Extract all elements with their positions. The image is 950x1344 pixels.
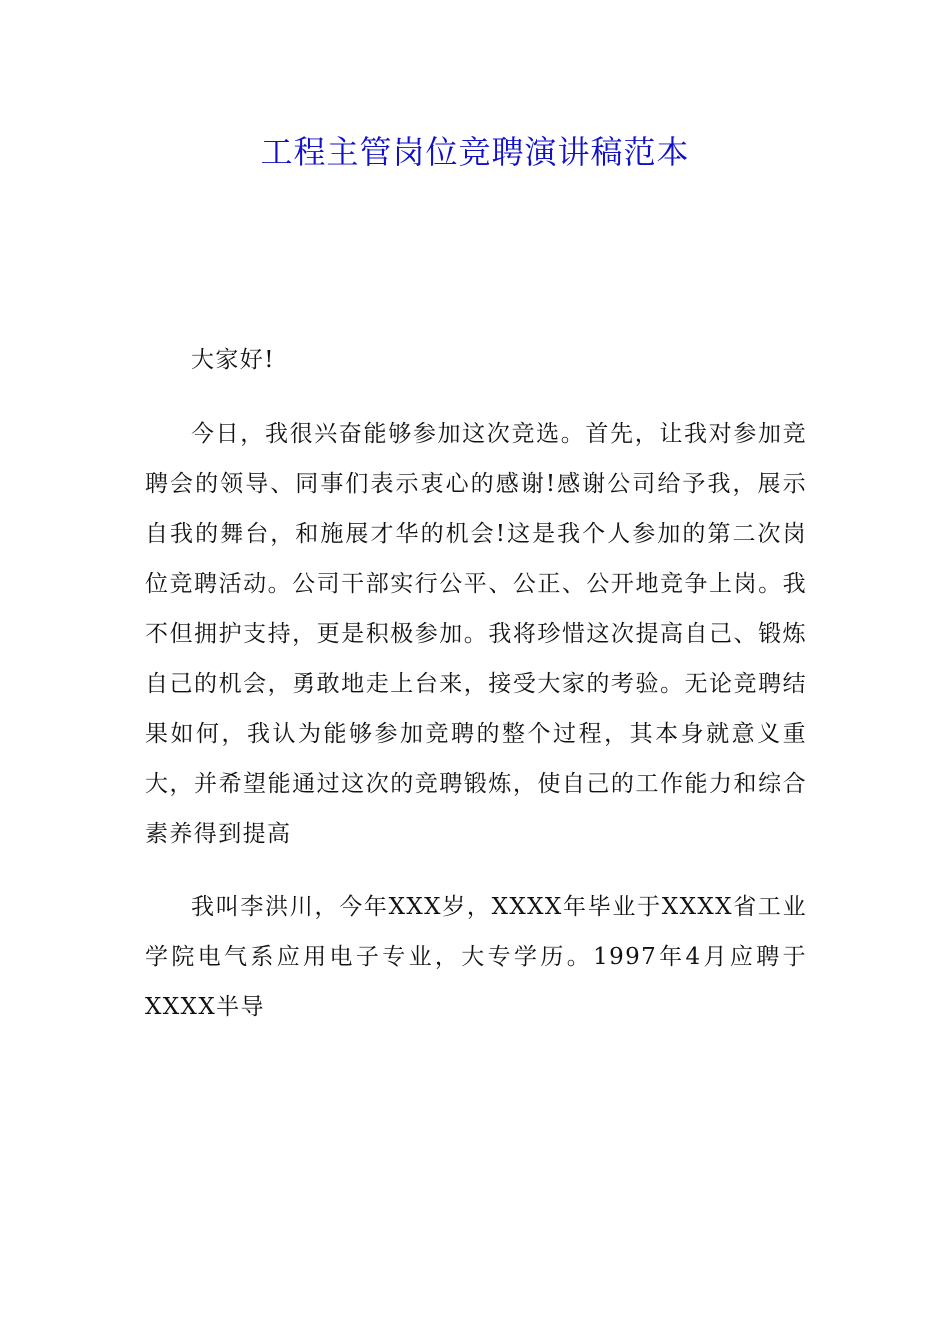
paragraph-personal-info: 我叫李洪川，今年XXX岁，XXXX年毕业于XXXX省工业学院电气系应用电子专业，大专学历。1997年4月应聘于XXXX半导: [145, 894, 807, 1020]
paragraph-greeting: 大家好!: [191, 347, 275, 373]
paragraph-introduction: 今日，我很兴奋能够参加这次竞选。首先，让我对参加竞聘会的领导、同事们表示衷心的感谢!感谢公司给予我，展示自我的舞台，和施展才华的机会!这是我个人参加的第二次岗位竞聘活动。公司干部实行公平、公正、公开地竞争上岗。我不但拥护支持，更是积极参加。我将珍惜这次提高自己、锻炼自己的机会，勇敢地走上台来，接受大家的考验。无论竞聘结果如何，我认为能够参加竞聘的整个过程，其本身就意义重大，并希望能通过这次的竞聘锻炼，使自己的工作能力和综合素养得到提高: [145, 420, 807, 847]
document-body: [145, 335, 807, 1056]
document-title: 工程主管岗位竞聘演讲稿范本: [260, 133, 690, 171]
